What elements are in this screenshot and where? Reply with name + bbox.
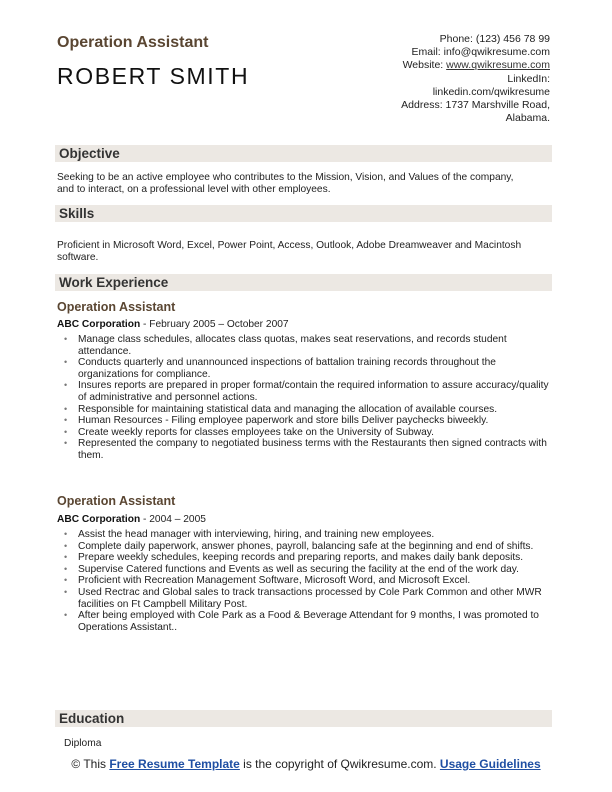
skills-heading: Skills xyxy=(59,206,95,221)
contact-address-line2: Alabama. xyxy=(505,112,550,125)
job-1-company: ABC Corporation xyxy=(57,319,141,330)
skills-text: Proficient in Microsoft Word, Excel, Power Point, Access, Outlook, Adobe Dreamweaver and Macintosh software. xyxy=(57,240,522,263)
job-2-duty: • Assist the head manager with interviewing, hiring, and training new employees. xyxy=(57,529,552,541)
job-1-company-line xyxy=(57,319,289,330)
free-resume-template-link[interactable]: Free Resume Template xyxy=(109,757,240,771)
contact-phone: Phone: (123) 456 78 99 xyxy=(439,33,550,45)
job-2-title: Operation Assistant xyxy=(57,494,176,508)
job-2-company-line xyxy=(57,514,206,525)
job-2-duty: • Used Rectrac and Global sales to track transactions processed by Cole Park Common and other MWR facilities on Ft Campbell Military Post. xyxy=(57,587,552,610)
objective-section-header xyxy=(55,145,552,162)
job-1-duty: • Create weekly reports for classes employees take on the University of Subway. xyxy=(57,427,552,439)
contact-email: Email: info@qwikresume.com xyxy=(411,46,550,59)
skills-section-header xyxy=(55,205,552,222)
website-label: Website: xyxy=(402,59,447,72)
job-1-duty: • Represented the company to negotiated business terms with the Restaurants then signed contracts with them. xyxy=(57,438,552,461)
education-section-header xyxy=(55,710,552,727)
education-heading: Education xyxy=(59,711,125,726)
copyright-footer xyxy=(60,757,552,771)
job-1-title: Operation Assistant xyxy=(57,300,176,314)
resume-job-title: Operation Assistant xyxy=(57,34,209,51)
candidate-name: ROBERT SMITH xyxy=(57,63,250,89)
job-1-duty: • Manage class schedules, allocates class quotas, makes seat reservations, and records student attendance. xyxy=(57,334,552,357)
job-2-duty: • Prepare weekly schedules, keeping records and preparing reports, and makes daily bank deposits. xyxy=(57,552,552,564)
work-section-header xyxy=(55,274,552,291)
contact-linkedin-value: linkedin.com/qwikresume xyxy=(432,85,550,98)
job-2-dates: - 2004 – 2005 xyxy=(140,514,206,525)
job-2-duty: • Proficient with Recreation Management Software, Microsoft Word, and Microsoft Excel. xyxy=(57,575,552,587)
footer-prefix: © This xyxy=(71,757,110,771)
job-1-duty: • Insures reports are prepared in proper format/contain the required information to assure accuracy/quality of administrative and personnel actions. xyxy=(57,380,552,403)
contact-linkedin-label: LinkedIn: xyxy=(507,72,550,85)
usage-guidelines-link[interactable]: Usage Guidelines xyxy=(439,757,541,771)
objective-heading: Objective xyxy=(59,146,120,161)
contact-address-line1: Address: 1737 Marshville Road, xyxy=(401,99,550,112)
job-1-duties xyxy=(57,334,552,462)
footer-middle: is the copyright of Qwikresume.com. xyxy=(239,757,440,771)
website-link[interactable]: www.qwikresume.com xyxy=(446,59,550,72)
work-heading: Work Experience xyxy=(59,275,169,290)
job-1-duty: • Human Resources - Filing employee paperwork and store bills Deliver paychecks biweekly. xyxy=(57,415,552,427)
job-2-duty: • Supervise Catered functions and Events as well as securing the facility at the end of the work day. xyxy=(57,564,552,576)
job-2-duty: • After being employed with Cole Park as a Food & Beverage Attendant for 9 months, I was promoted to Operations Assistant.. xyxy=(57,610,552,633)
contact-block xyxy=(310,33,550,125)
job-2-duties xyxy=(57,529,552,633)
job-1-dates: - February 2005 – October 2007 xyxy=(140,319,289,330)
education-degree: Diploma xyxy=(64,738,102,749)
objective-text: Seeking to be an active employee who contributes to the Mission, Vision, and Values of the company, and to interact, on a professional level with other employees. xyxy=(57,172,514,195)
job-1-duty: • Conducts quarterly and unannounced inspections of battalion training records throughout the organizations for compliance. xyxy=(57,357,552,380)
job-1-duty: • Responsible for maintaining statistical data and managing the allocation of available courses. xyxy=(57,404,552,416)
job-2-company: ABC Corporation xyxy=(57,514,141,525)
job-2-duty: • Complete daily paperwork, answer phones, payroll, balancing safe at the beginning and end of shifts. xyxy=(57,541,552,553)
contact-website xyxy=(310,59,550,72)
